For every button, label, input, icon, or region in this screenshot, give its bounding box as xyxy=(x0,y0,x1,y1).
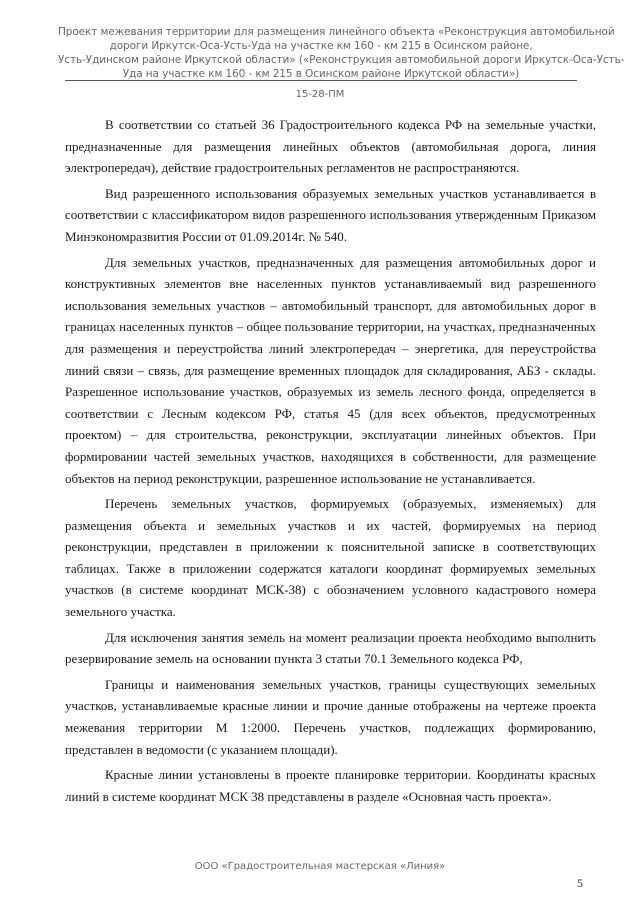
header-line-4: Уда на участке км 160 - км 215 в Осинском районе Иркутской области») xyxy=(122,68,520,80)
paragraph-1: В соответствии со статьей 36 Градостроительного кодекса РФ на земельные участки, предназначенные для размещения линейных объектов (автомобильная дорога, линия электропередач), действие градостроительных регламентов не распространяются. xyxy=(65,117,596,176)
paragraph-3: Для земельных участков, предназначенных для размещения автомобильных дорог и конструктивных элементов вне населенных пунктов устанавливаемый вид разрешенного использования земельных участков – автомобильный транспорт, для автомобильных дорог в границах населенных пунктов – общее пользование территории, на участках, предназначенных для размещения и переустройства линий электропередач – энергетика, для переустройства линий связи – связь, для размещение временных площадок для складирования, АБЗ - склады. Разрешенное использование участков, образуемых из земель лесного фонда, определяется в соответствии с Лесным кодексом РФ, статья 45 (для всех объектов, предусмотренных проектом) – для строительства, реконструкции, эксплуатации линейных объектов. При формировании частей земельных участков, находящихся в собственности, для размещение объектов на период реконструкции, разрешенное использование не устанавливается. xyxy=(65,254,596,486)
document-code: 15-28-ПМ xyxy=(295,89,345,100)
header-divider xyxy=(65,80,577,81)
page-footer-company: ООО «Градостроительная мастерская «Линия» xyxy=(194,861,446,872)
page-number: 5 xyxy=(577,876,583,890)
page-header xyxy=(58,25,625,81)
paragraph-2: Вид разрешенного использования образуемых земельных участков устанавливается в соответствии с классификатором видов разрешенного использования утвержденным Приказом Минэкономразвития России от 01.09.2014г. № 540. xyxy=(65,185,596,244)
paragraph-4: Перечень земельных участков, формируемых (образуемых, изменяемых) для размещения объекта и земельных участков и их частей, формируемых на период реконструкции, представлен в приложении к пояснительной записке в соответствующих таблицах. Также в приложении содержатся каталоги координат формируемых земельных участков (в системе координат МСК-38) с обозначением условного кадастрового номера земельного участка. xyxy=(65,496,596,620)
paragraph-7: Красные линии установлены в проекте планировке территории. Координаты красных линий в системе координат МСК 38 представлены в разделе «Основная часть проекта». xyxy=(65,767,596,804)
header-line-3: Усть-Удинском районе Иркутской области» («Реконструкция автомобильной дороги Иркутск-Оса-Усть- xyxy=(58,54,625,66)
paragraph-5: Для исключения занятия земель на момент реализации проекта необходимо выполнить резервирование земель на основании пункта 3 статьи 70.1 Земельного кодекса РФ, xyxy=(65,629,596,667)
header-line-2: дороги Иркутск-Оса-Усть-Уда на участке км 160 - км 215 в Осинском районе, xyxy=(109,40,533,52)
document-body xyxy=(65,114,596,807)
header-line-1: Проект межевания территории для размещения линейного объекта «Реконструкция автомобильной xyxy=(58,26,615,38)
paragraph-6: Границы и наименования земельных участков, границы существующих земельных участков, устанавливаемые красные линии и прочие данные отображены на чертеже проекта межевания территории М 1:2000. Перечень участков, подлежащих формированию, представлен в ведомости (с указанием площади). xyxy=(65,676,596,757)
